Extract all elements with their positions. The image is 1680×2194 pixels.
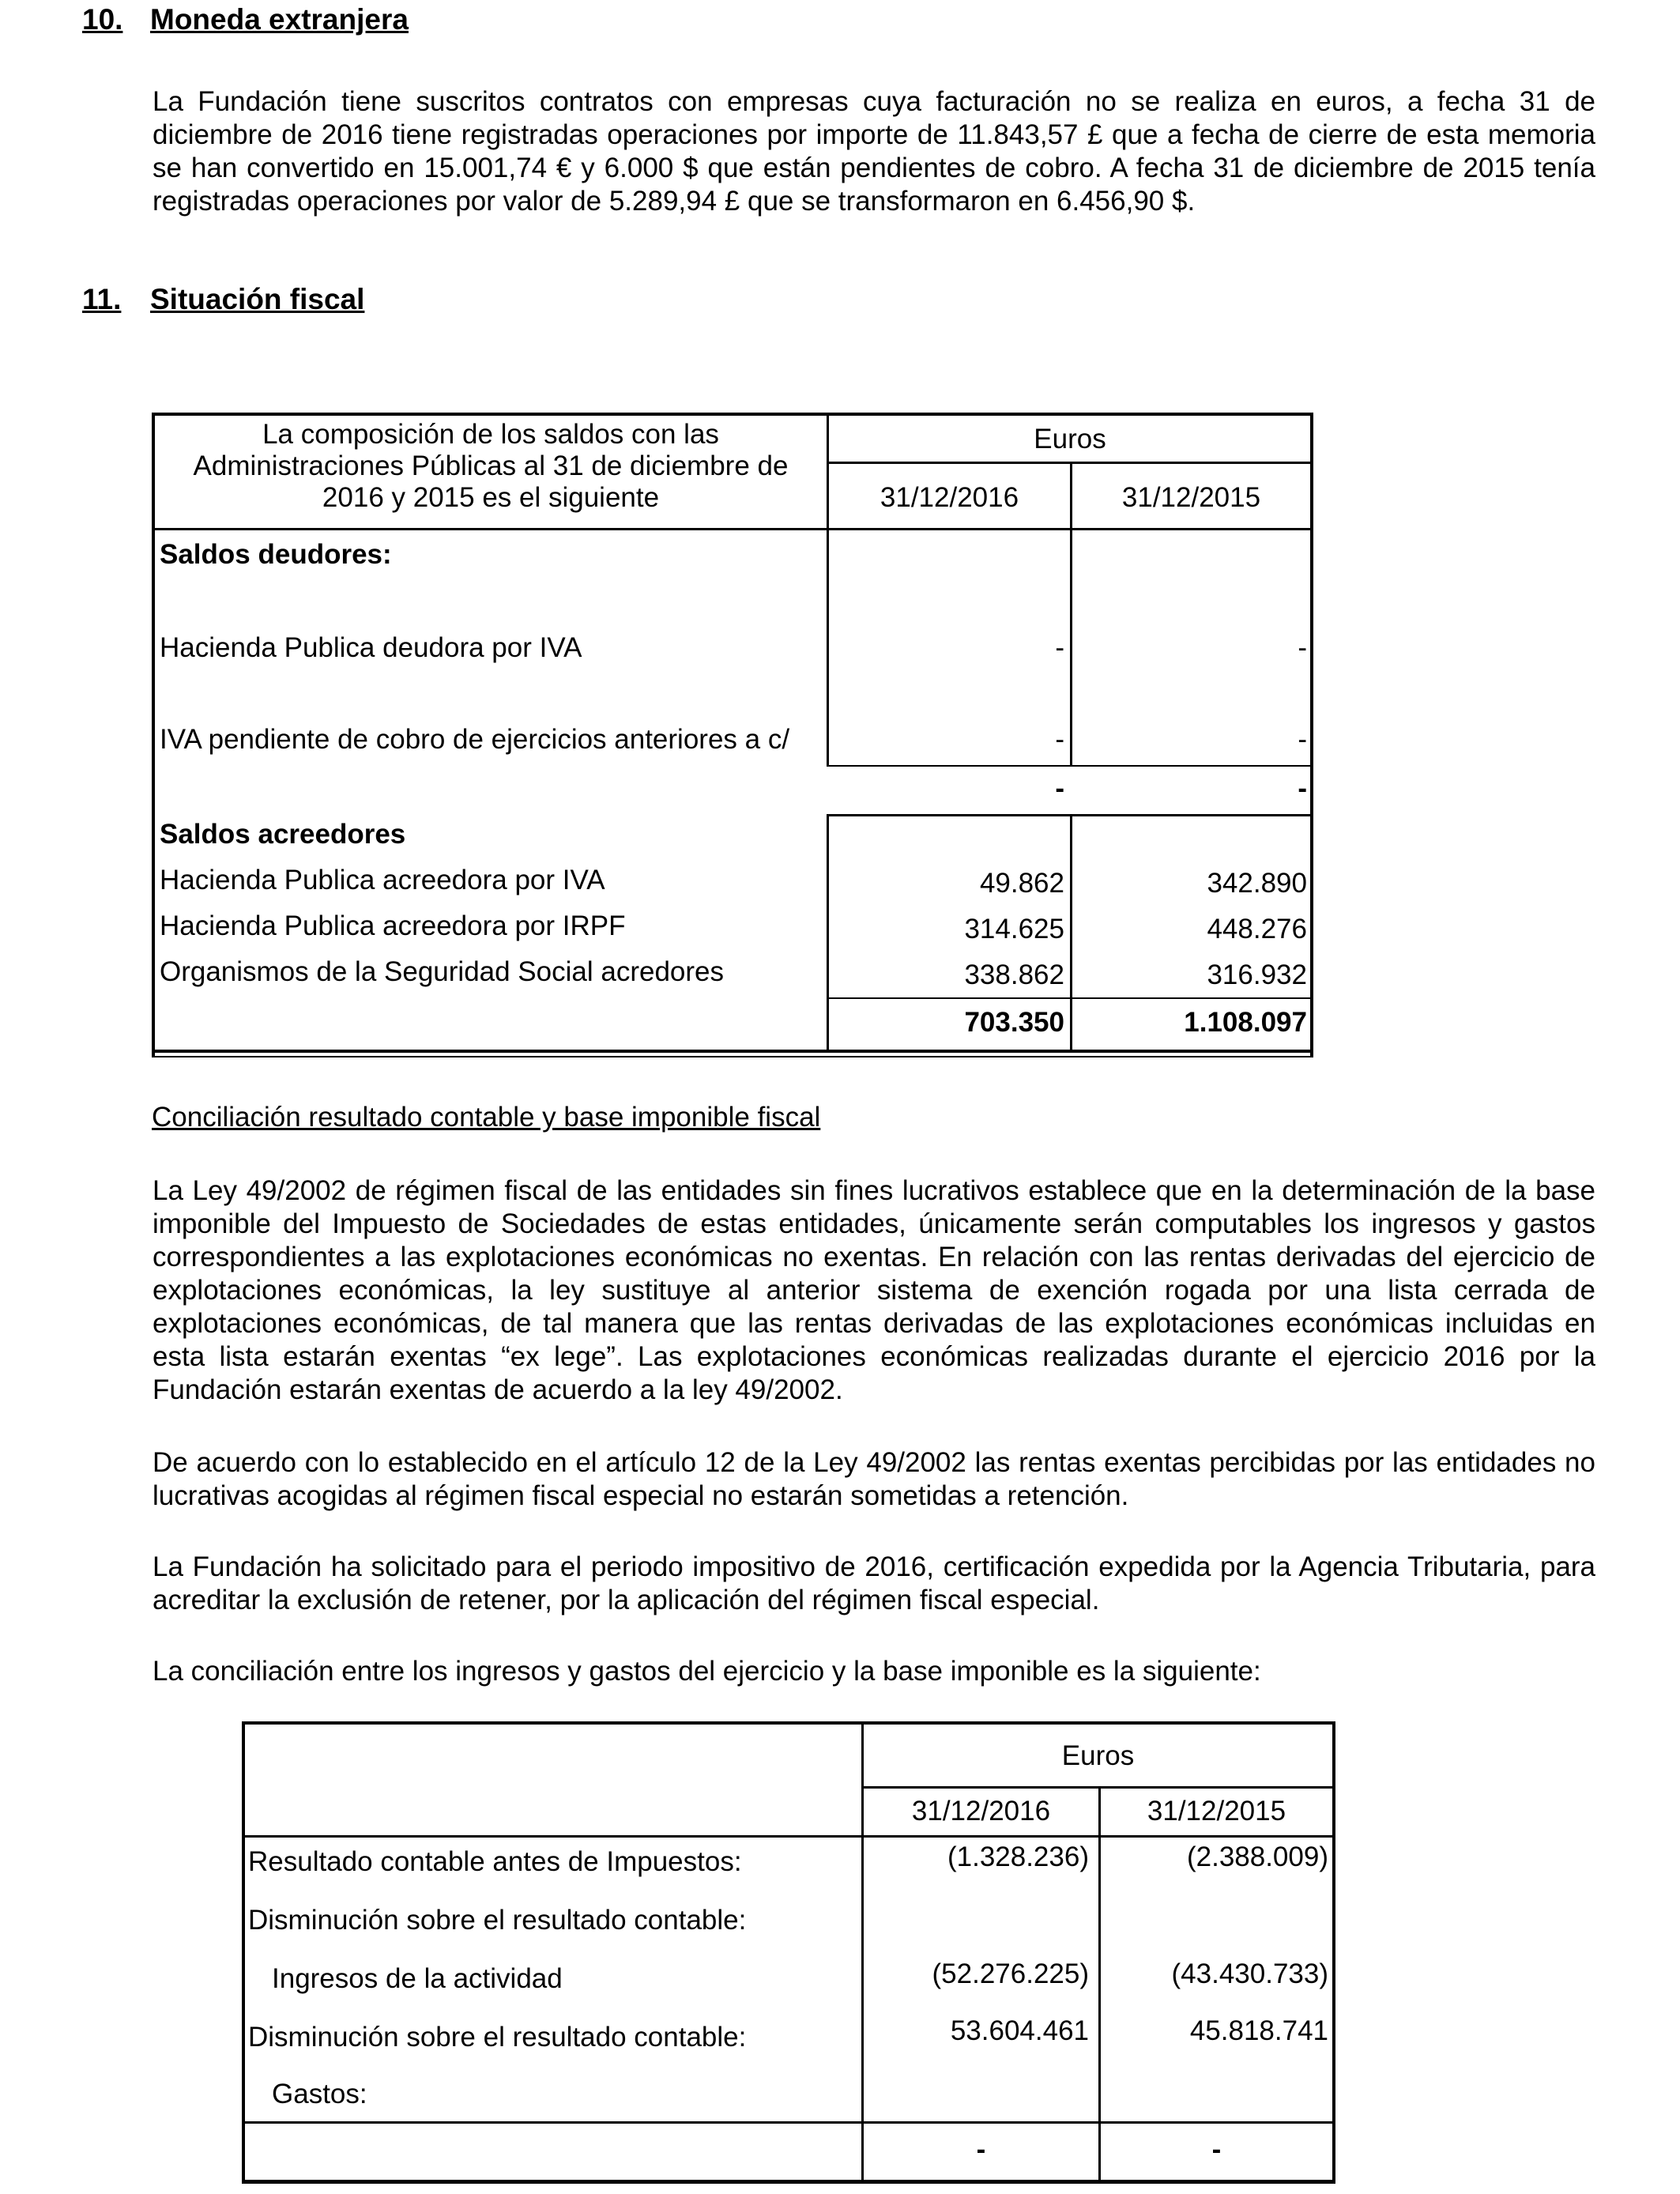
total-2016: - [976, 2134, 986, 2165]
column-header-2016: 31/12/2016 [911, 1796, 1051, 1826]
table-row-value-2015: 316.932 [1207, 959, 1307, 990]
table-row-value-2015: (2.388.009) [1186, 1842, 1328, 1872]
table-header-line: Administraciones Públicas al 31 de diciembre de [193, 450, 789, 481]
table-row-value-2015: 342.890 [1207, 868, 1307, 899]
table-row-value-2016: - [1055, 724, 1064, 755]
conciliacion-table [242, 1721, 1335, 2184]
table-row-value-2016: - [1055, 632, 1064, 663]
paragraph-moneda-extranjera: La Fundación tiene suscritos contratos con empresas cuya facturación no se realiza en euros, a fecha 31 de diciembre de 2016 tiene registradas operaciones por importe de 11.843,57 £ que a fecha de cierre de esta memoria se han convertido en 15.001,74 € y 6.000 $ que están pendientes de cobro. A fecha 31 de diciembre de 2015 tenía registradas operaciones por valor de 5.289,94 £ que se transformaron en 6.456,90 $. [153, 86, 1595, 217]
table-row-label: Disminución sobre el resultado contable: [248, 1905, 747, 1936]
section-10-heading [82, 3, 556, 38]
paragraph-certificacion: La Fundación ha solicitado para el periodo impositivo de 2016, certificación expedida por la Agencia Tributaria, para acreditar la exclusión de retener, por la aplicación del régimen fiscal especial. [153, 1551, 1595, 1615]
column-header-2015: 31/12/2015 [1121, 482, 1261, 513]
section-11-heading [82, 283, 556, 318]
currency-header: Euros [1034, 424, 1106, 454]
table-row-label: Gastos: [272, 2079, 367, 2109]
section-number: 10. [82, 3, 123, 36]
table-row-label: Resultado contable antes de Impuestos: [248, 1846, 742, 1877]
table-row-label: Hacienda Publica acreedora por IVA [160, 865, 605, 895]
table-header-line: La composición de los saldos con las [262, 419, 719, 450]
table-header-line: 2016 y 2015 es el siguiente [322, 482, 660, 513]
table-row-value-2015: (43.430.733) [1171, 1958, 1328, 1989]
table-row-value-2015: 45.818.741 [1189, 2015, 1328, 2046]
table-row-label: Ingresos de la actividad [272, 1963, 563, 1994]
table-row-label: IVA pendiente de cobro de ejercicios anteriores a c/ [160, 724, 790, 755]
table-row-value-2016: 314.625 [964, 914, 1064, 944]
table-row-label: Hacienda Publica acreedora por IRPF [160, 910, 626, 941]
table-row-value-2016: (52.276.225) [932, 1958, 1089, 1989]
deudores-title: Saldos deudores: [160, 539, 392, 570]
table-row-value-2015: - [1298, 724, 1307, 755]
table-row-label: Hacienda Publica deudora por IVA [160, 632, 582, 663]
section-title: Situación fiscal [150, 283, 365, 315]
column-header-2016: 31/12/2016 [880, 482, 1019, 513]
table-row-value-2016: 53.604.461 [950, 2015, 1089, 2046]
table-row-value-2015: 448.276 [1207, 914, 1307, 944]
section-title: Moneda extranjera [150, 3, 409, 36]
table-row-label: Organismos de la Seguridad Social acredores [160, 956, 724, 987]
table-row-value-2016: 338.862 [964, 959, 1064, 990]
acreedores-total-2016: 703.350 [964, 1007, 1064, 1038]
table-row-label: Disminución sobre el resultado contable: [248, 2022, 747, 2053]
paragraph-rentas-exentas: De acuerdo con lo establecido en el artículo 12 de la Ley 49/2002 las rentas exentas percibidas por las entidades no lucrativas acogidas al régimen fiscal especial no estarán sometidas a retención. [153, 1447, 1595, 1511]
table-row-value-2016: (1.328.236) [947, 1842, 1089, 1872]
table-row-value-2016: 49.862 [979, 868, 1064, 899]
currency-header: Euros [1061, 1740, 1135, 1771]
acreedores-title: Saldos acreedores [160, 819, 406, 850]
deudores-total-2015: - [1298, 773, 1307, 804]
paragraph-ley-49-2002: La Ley 49/2002 de régimen fiscal de las entidades sin fines lucrativos establece que en la determinación de la base imponible del Impuesto de Sociedades de estas entidades, únicamente serán computables los ingresos y gastos correspondientes a las explotaciones económicas no exentas. En relación con las rentas derivadas del ejercicio de explotaciones económicas, la ley sustituye al anterior sistema de exención rogada por una lista cerrada de explotaciones económicas, de tal manera que las rentas derivadas de las explotaciones económicas incluidas en esta lista estarán exentas “ex lege”. Las explotaciones económicas realizadas durante el ejercicio 2016 por la Fundación estarán exentas de acuerdo a la ley 49/2002. [153, 1175, 1595, 1405]
section-number: 11. [82, 283, 122, 315]
deudores-total-2016: - [1055, 773, 1064, 804]
table-row-value-2015: - [1298, 632, 1307, 663]
acreedores-total-2015: 1.108.097 [1184, 1007, 1307, 1038]
column-header-2015: 31/12/2015 [1147, 1796, 1286, 1826]
paragraph-conciliacion-intro: La conciliación entre los ingresos y gastos del ejercicio y la base imponible es la siguiente: [153, 1656, 1261, 1687]
total-2015: - [1211, 2134, 1222, 2165]
saldos-table [152, 413, 1313, 1057]
conciliacion-subheading: Conciliación resultado contable y base imponible fiscal [152, 1102, 821, 1133]
